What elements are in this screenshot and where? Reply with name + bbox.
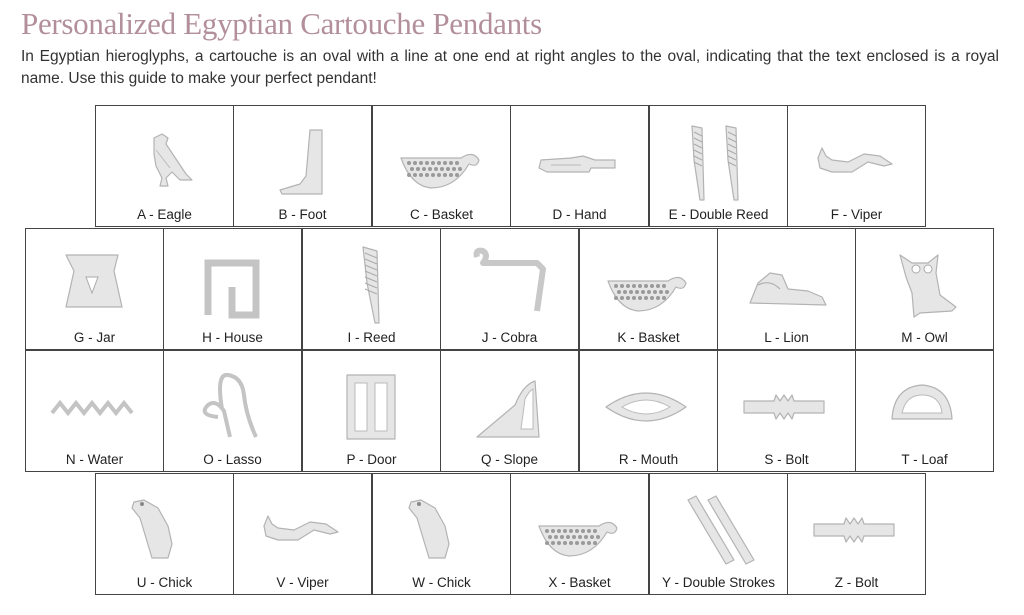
page-description: In Egyptian hieroglyphs, a cartouche is an oval with a line at one end at right angles to the oval, indicating that the text enclosed is a royal name. Use this guide to make your perfect pendant! — [21, 48, 999, 87]
double-reed-icon — [650, 110, 787, 206]
pendant-label: U - Chick — [136, 575, 193, 590]
door-icon — [303, 355, 440, 451]
pendant-tile[interactable] — [579, 350, 718, 472]
pendant-tile[interactable] — [717, 228, 856, 350]
pendant-tile[interactable] — [25, 228, 164, 350]
pendant-tile[interactable] — [302, 350, 441, 472]
foot-icon — [234, 110, 371, 206]
pendant-tile[interactable] — [372, 473, 511, 595]
pendant-label: A - Eagle — [137, 207, 192, 222]
basket-icon — [580, 233, 717, 329]
pendant-label: Z - Bolt — [834, 575, 879, 590]
pendant-tile[interactable] — [649, 473, 788, 595]
double-strokes-icon — [650, 478, 787, 574]
pendant-label: N - Water — [65, 452, 124, 467]
pendant-tile[interactable] — [95, 473, 234, 595]
pendant-tile[interactable] — [163, 228, 302, 350]
lasso-icon — [164, 355, 301, 451]
pendant-tile[interactable] — [233, 105, 372, 227]
house-icon — [164, 233, 301, 329]
pendant-tile[interactable] — [510, 473, 649, 595]
basket-icon — [373, 110, 510, 206]
chick-icon — [96, 478, 233, 574]
pendant-tile[interactable] — [233, 473, 372, 595]
pendant-label: J - Cobra — [481, 330, 538, 345]
pendant-label: L - Lion — [764, 330, 809, 345]
bolt-icon — [788, 478, 925, 574]
pendant-label: H - House — [202, 330, 263, 345]
owl-icon — [856, 233, 993, 329]
pendant-tile[interactable] — [787, 105, 926, 227]
pendant-label: T - Loaf — [901, 452, 948, 467]
page-title: Personalized Egyptian Cartouche Pendants — [21, 6, 542, 41]
pendant-tile[interactable] — [649, 105, 788, 227]
pendant-label: B - Foot — [278, 207, 327, 222]
pendant-label: P - Door — [346, 452, 397, 467]
pendant-tile[interactable] — [787, 473, 926, 595]
pendant-label: Y - Double Strokes — [661, 575, 776, 590]
pendant-label: V - Viper — [276, 575, 329, 590]
pendant-tile[interactable] — [855, 228, 994, 350]
mouth-icon — [580, 355, 717, 451]
pendant-tile[interactable] — [95, 105, 234, 227]
lion-icon — [718, 233, 855, 329]
pendant-label: C - Basket — [409, 207, 474, 222]
pendant-label: Q - Slope — [480, 452, 539, 467]
viper-icon — [234, 478, 371, 574]
hand-icon — [511, 110, 648, 206]
pendant-label: I - Reed — [347, 330, 396, 345]
viper-icon — [788, 110, 925, 206]
pendant-tile[interactable] — [510, 105, 649, 227]
loaf-icon — [856, 355, 993, 451]
chick-icon — [373, 478, 510, 574]
pendant-label: R - Mouth — [618, 452, 679, 467]
reed-icon — [303, 233, 440, 329]
pendant-tile[interactable] — [372, 105, 511, 227]
slope-icon — [441, 355, 578, 451]
pendant-tile[interactable] — [855, 350, 994, 472]
pendant-label: S - Bolt — [764, 452, 809, 467]
pendant-label: X - Basket — [548, 575, 611, 590]
pendant-tile[interactable] — [302, 228, 441, 350]
pendant-label: D - Hand — [552, 207, 607, 222]
pendant-tile[interactable] — [717, 350, 856, 472]
basket-icon — [511, 478, 648, 574]
pendant-tile[interactable] — [579, 228, 718, 350]
water-icon — [26, 355, 163, 451]
pendant-tile[interactable] — [25, 350, 164, 472]
bolt-icon — [718, 355, 855, 451]
eagle-icon — [96, 110, 233, 206]
pendant-label: E - Double Reed — [668, 207, 769, 222]
pendant-label: G - Jar — [73, 330, 116, 345]
pendant-label: K - Basket — [617, 330, 680, 345]
pendant-tile[interactable] — [440, 228, 579, 350]
cobra-icon — [441, 233, 578, 329]
pendant-tile[interactable] — [440, 350, 579, 472]
pendant-label: F - Viper — [830, 207, 883, 222]
pendant-label: M - Owl — [901, 330, 948, 345]
jar-icon — [26, 233, 163, 329]
pendant-tile[interactable] — [163, 350, 302, 472]
pendant-label: W - Chick — [412, 575, 471, 590]
pendant-label: O - Lasso — [203, 452, 262, 467]
